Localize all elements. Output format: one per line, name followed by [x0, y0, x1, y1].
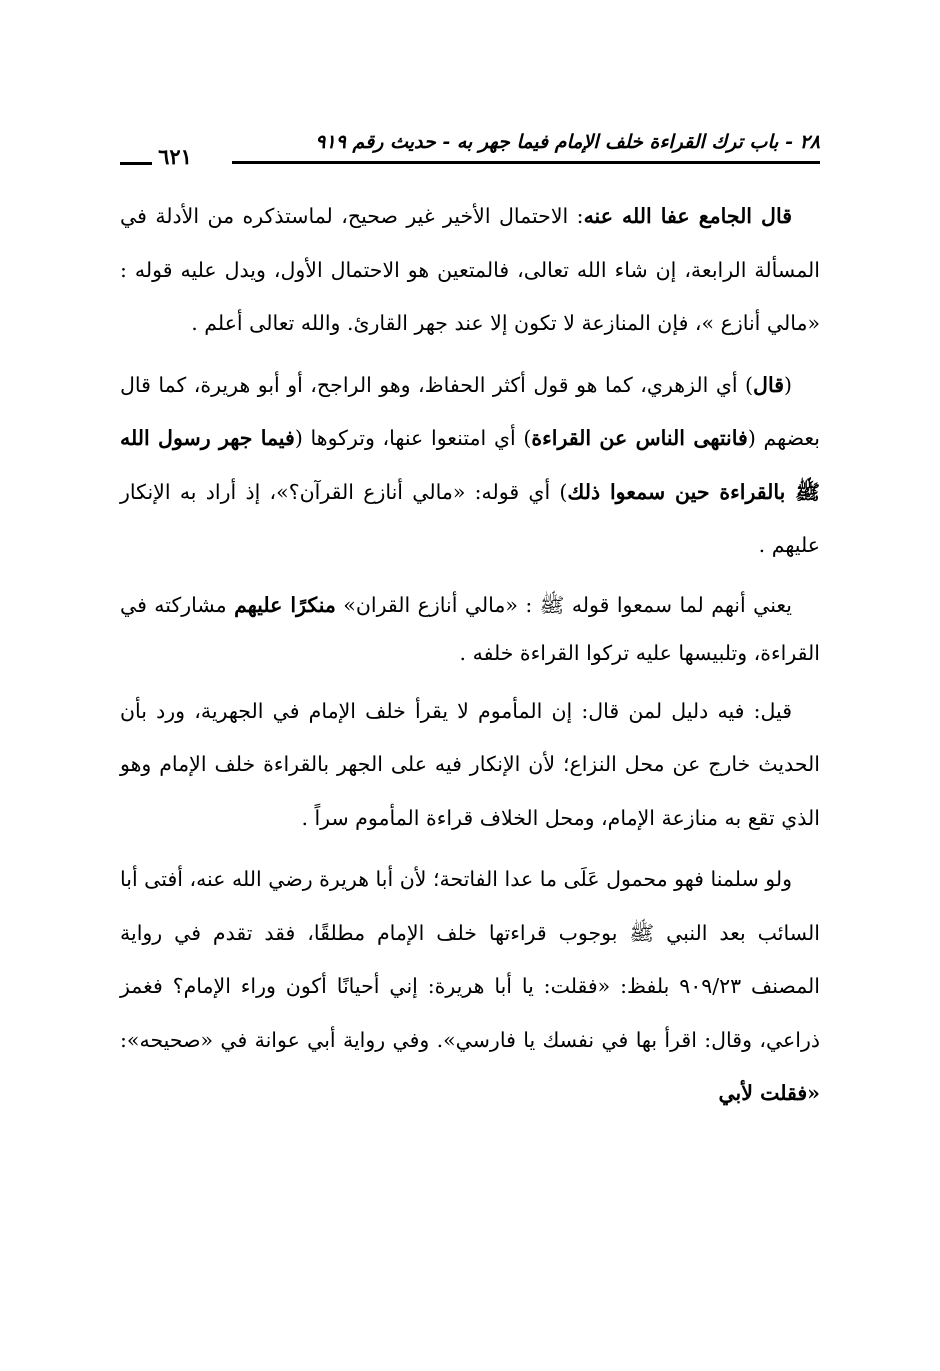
- bold-lead: قال الجامع عفا الله عنه: [583, 204, 792, 228]
- bold-phrase: منكرًا عليهم: [234, 592, 336, 617]
- page-header: [120, 128, 820, 168]
- paragraph-text: ) أي امتنعوا عنها، وتركوها (: [294, 426, 532, 450]
- paragraph-text: : الاحتمال الأخير غير صحيح، لماستذكره من الأدلة في المسألة الرابعة، إن شاء الله تعالى، فالمتعين هو الاحتمال الأول، ويدل عليه قوله : «مالي أنازع »، فإن المنازعة لا تكون إلا عند جهر القارئ. والله تعالى أعلم .: [120, 204, 820, 335]
- bold-phrase: فيما جهر رسول الله ﷺ بالقراءة حين سمعوا ذلك: [120, 426, 820, 504]
- page-number: ٦٢١: [158, 144, 192, 169]
- page-number-dash: [120, 162, 152, 165]
- bold-phrase: «فقلت لأبي: [718, 1081, 820, 1105]
- paragraph-4: [120, 685, 820, 846]
- paragraph-2: [120, 359, 820, 573]
- paragraph-1: [120, 190, 820, 351]
- chapter-title: ٢٨ - باب ترك القراءة خلف الإمام فيما جهر به - حديث رقم ٩١٩: [315, 131, 820, 153]
- paragraph-text: يعني أنهم لما سمعوا قوله ﷺ : «مالي أنازع القران»: [335, 592, 792, 617]
- paragraph-text: ) أي قوله: «مالي أنازع القرآن؟»، إذ أراد به الإنكار عليهم .: [120, 479, 820, 557]
- paragraph-5: [120, 853, 820, 1121]
- header-rule: [232, 161, 820, 164]
- bold-phrase: فانتهى الناس عن القراءة: [531, 426, 748, 450]
- paragraph-text: (: [784, 372, 792, 397]
- paragraph-text: قيل: فيه دليل لمن قال: إن المأموم لا يقرأ خلف الإمام في الجهرية، ورد بأن الحديث خارج عن محل النزاع؛ لأن الإنكار فيه على الجهر بالقراءة خلف الإمام وهو الذي تقع به منازعة الإمام، ومحل الخلاف قراءة المأموم سراً .: [120, 698, 820, 830]
- paragraph-text: ) أي الزهري، كما هو قول أكثر الحفاظ، وهو الراجح، أو أبو هريرة، كما قال بعضهم (: [120, 372, 820, 450]
- bold-phrase: قال: [753, 372, 784, 397]
- paragraph-3: [120, 581, 820, 677]
- body-text: [120, 190, 820, 1129]
- paragraph-text: ولو سلمنا فهو محمول عَلَى ما عدا الفاتحة؛ لأن أبا هريرة رضي الله عنه، أفتى أبا السائب بعد النبي ﷺ بوجوب قراءتها خلف الإمام مطلقًا، فقد تقدم في رواية المصنف ٩٠٩/٢٣ بلفظ: «فقلت: يا أبا هريرة: إني أحيانًا أكون وراء الإمام؟ فغمز ذراعي، وقال: اقرأ بها في نفسك يا فارسي». وفي رواية أبي عوانة في «صحيحه»:: [120, 867, 820, 1052]
- paragraph-text: مشاركته في القراءة، وتلبيسها عليه تركوا القراءة خلفه .: [120, 592, 820, 665]
